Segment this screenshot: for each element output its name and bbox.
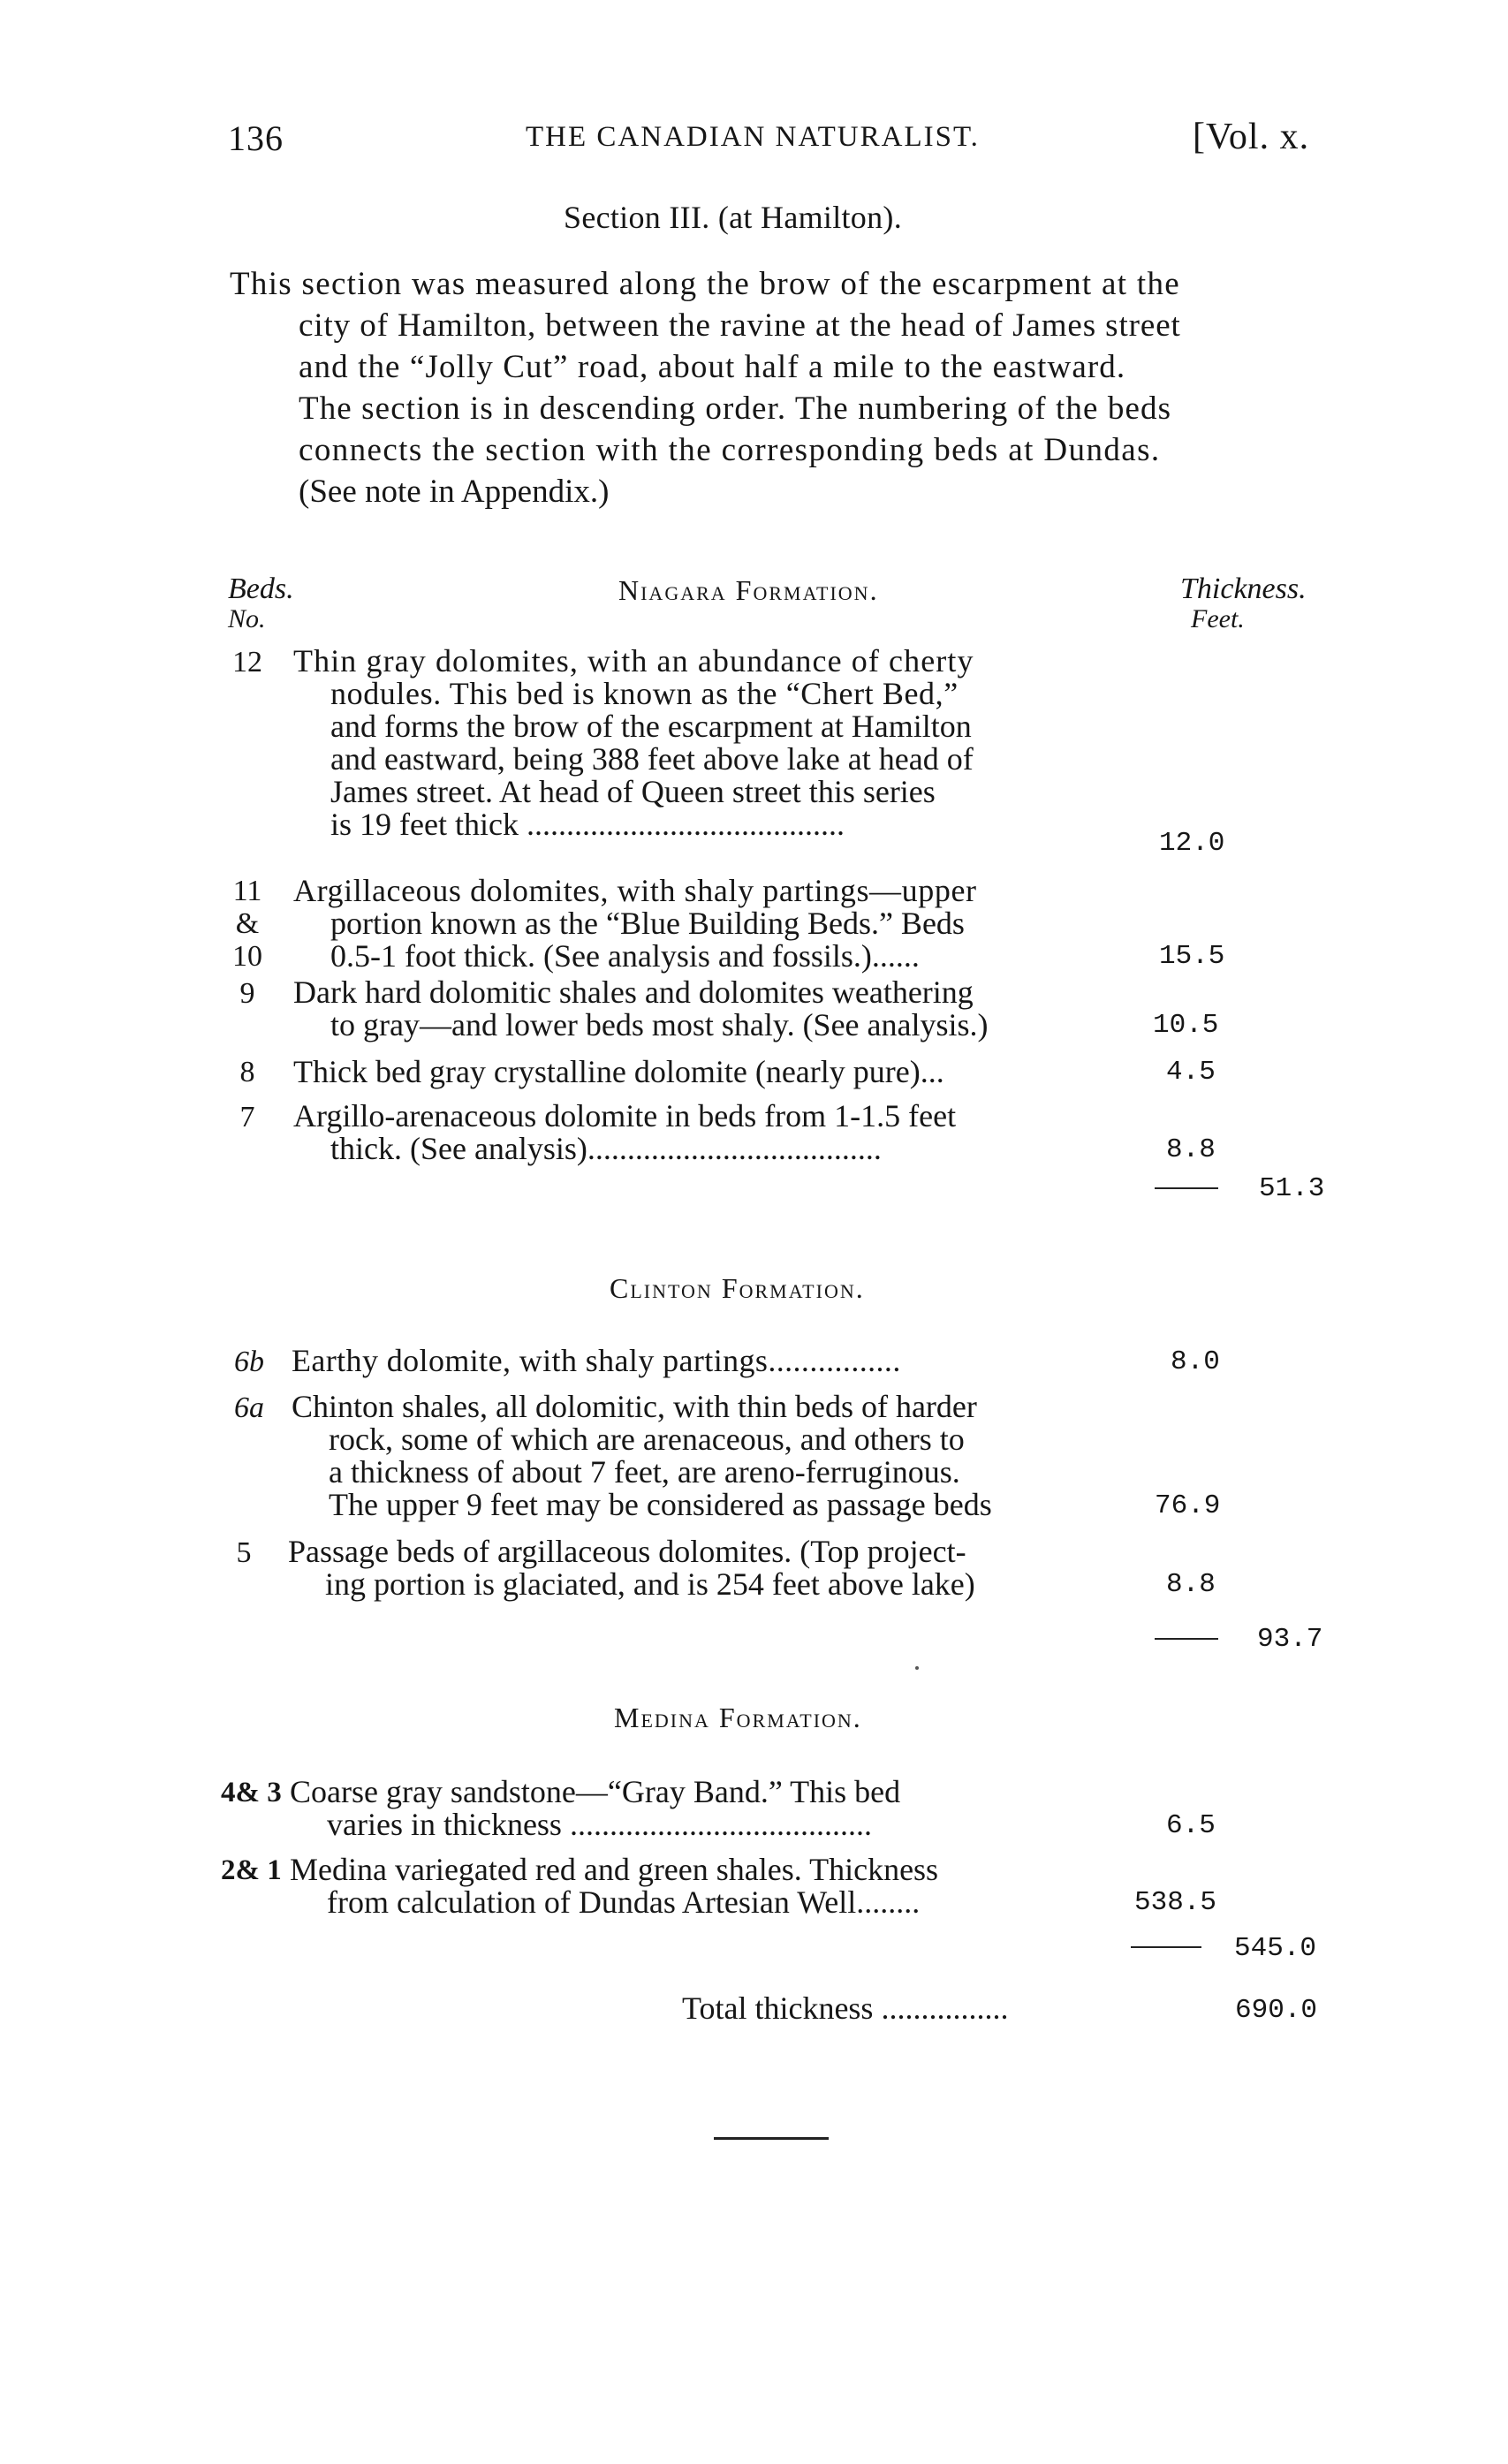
intro-line-1: This section was measured along the brow of the escarpment at the xyxy=(230,266,1180,302)
stray-dot xyxy=(915,1666,919,1670)
no-column-header: No. xyxy=(228,604,266,633)
intro-line-2: city of Hamilton, between the ravine at the head of James street xyxy=(299,307,1181,344)
niagara-subtotal-rule xyxy=(1155,1187,1218,1189)
bed-number-ampersand: & xyxy=(235,907,260,940)
intro-line-5: connects the section with the corresponding beds at Dundas. xyxy=(299,432,1161,468)
bed-number-2-and-1: 2& 1 xyxy=(221,1854,282,1886)
medina-subtotal-rule xyxy=(1131,1946,1201,1948)
volume-label: [Vol. x. xyxy=(1193,117,1310,157)
bed-11-10-thickness: 15.5 xyxy=(1159,941,1225,972)
medina-formation-title: Medina Formation. xyxy=(614,1702,862,1733)
bed-number-8: 8 xyxy=(239,1056,255,1088)
bed-4-3-description: Coarse gray sandstone—“Gray Band.” This bed varies in thickness ...................................... xyxy=(290,1774,901,1842)
bed-number-9: 9 xyxy=(239,977,255,1010)
bed-11-10-description: Argillaceous dolomites, with shaly partings—upper portion known as the “Blue Building Beds.” Beds 0.5-1 foot thick. (See analysis and fossils.)...... xyxy=(293,873,977,974)
bed-5-thickness: 8.8 xyxy=(1166,1569,1216,1600)
bed-6b-description: Earthy dolomite, with shaly partings................ xyxy=(292,1343,901,1378)
clinton-formation-title: Clinton Formation. xyxy=(610,1272,865,1304)
niagara-formation-title: Niagara Formation. xyxy=(618,574,879,606)
end-rule xyxy=(714,2137,829,2140)
bed-9-thickness: 10.5 xyxy=(1153,1010,1219,1041)
bed-6b-thickness: 8.0 xyxy=(1171,1346,1220,1377)
intro-line-4: The section is in descending order. The numbering of the beds xyxy=(299,390,1172,427)
bed-9-description: Dark hard dolomitic shales and dolomites weathering to gray—and lower beds most shaly. (See analysis.) xyxy=(293,974,989,1042)
bed-number-7: 7 xyxy=(239,1101,255,1133)
feet-column-header: Feet. xyxy=(1191,604,1245,633)
clinton-subtotal: 93.7 xyxy=(1257,1624,1323,1655)
bed-number-5: 5 xyxy=(236,1536,252,1569)
bed-12-description: Thin gray dolomites, with an abundance of cherty nodules. This bed is known as the “Chert Bed,” and forms the brow of the escarpment at Hamilton and eastward, being 388 feet above lake at head of James street. At head of Queen street this series is 19 feet thick ........................................ xyxy=(293,643,974,842)
medina-subtotal: 545.0 xyxy=(1234,1933,1317,1964)
page-number: 136 xyxy=(228,118,284,158)
beds-column-header: Beds. xyxy=(228,572,294,605)
intro-paragraph xyxy=(230,263,1181,512)
bed-number-11: 11 xyxy=(232,875,262,907)
bed-12-thickness: 12.0 xyxy=(1159,828,1225,859)
bed-6a-description: Chinton shales, all dolomitic, with thin beds of harder rock, some of which are arenaceous, and others to a thickness of about 7 feet, are areno-ferruginous. The upper 9 feet may be considered as passage beds xyxy=(292,1389,992,1522)
bed-number-12: 12 xyxy=(232,646,262,679)
clinton-subtotal-rule xyxy=(1155,1638,1218,1640)
bed-2-1-thickness: 538.5 xyxy=(1134,1887,1217,1918)
bed-number-10: 10 xyxy=(232,940,262,973)
bed-number-6a: 6a xyxy=(234,1391,264,1424)
section-title: Section III. (at Hamilton). xyxy=(564,200,902,235)
bed-6a-thickness: 76.9 xyxy=(1155,1490,1221,1521)
bed-number-4-and-3: 4& 3 xyxy=(221,1777,282,1808)
total-thickness-label: Total thickness ................ xyxy=(682,1990,1009,2026)
niagara-subtotal: 51.3 xyxy=(1259,1173,1325,1204)
bed-8-thickness: 4.5 xyxy=(1166,1057,1216,1088)
bed-number-6b: 6b xyxy=(234,1346,264,1378)
bed-4-3-thickness: 6.5 xyxy=(1166,1810,1216,1841)
bed-8-description: Thick bed gray crystalline dolomite (nearly pure)... xyxy=(293,1054,944,1089)
total-thickness-value: 690.0 xyxy=(1235,1995,1318,2026)
thickness-column-header: Thickness. xyxy=(1180,572,1307,605)
bed-7-description: Argillo-arenaceous dolomite in beds from 1-1.5 feet thick. (See analysis)..................................... xyxy=(293,1098,957,1166)
bed-2-1-description: Medina variegated red and green shales. Thickness from calculation of Dundas Artesian Well........ xyxy=(290,1852,939,1920)
intro-line-3: and the “Jolly Cut” road, about half a mile to the eastward. xyxy=(299,349,1126,385)
bed-7-thickness: 8.8 xyxy=(1166,1134,1216,1165)
journal-title: THE CANADIAN NATURALIST. xyxy=(526,121,980,153)
bed-5-description: Passage beds of argillaceous dolomites. (Top project- ing portion is glaciated, and is 254 feet above lake) xyxy=(288,1534,975,1602)
intro-line-6: (See note in Appendix.) xyxy=(299,474,610,510)
